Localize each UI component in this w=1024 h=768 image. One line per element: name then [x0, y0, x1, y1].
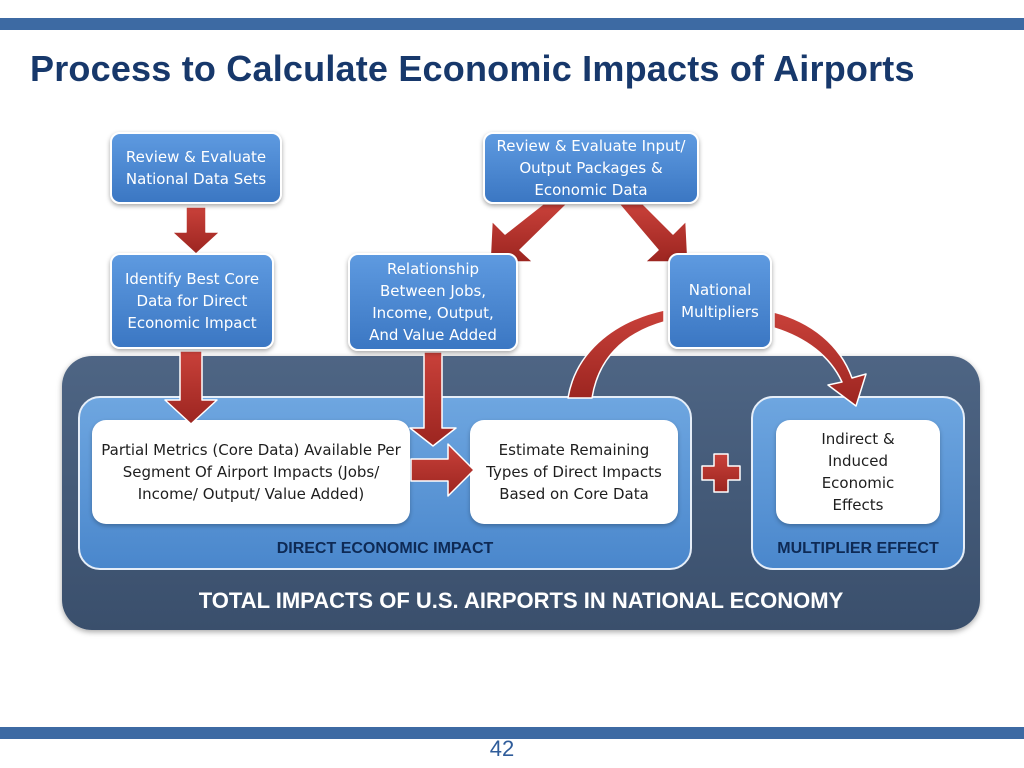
top-rule [0, 18, 1024, 30]
arrow-review-to-identify [172, 207, 220, 254]
review-io-text: Review & Evaluate Input/ Output Packages & Economic Data [496, 137, 686, 199]
multiplier-effect-label: MULTIPLIER EFFECT [777, 540, 939, 557]
identify-core-data-box [110, 253, 274, 349]
national-multipliers-box [668, 253, 772, 349]
identify-core-text: Identify Best Core Data for Direct Economic Impact [124, 270, 260, 332]
indirect-induced-box [776, 420, 940, 524]
relationship-box [348, 253, 518, 351]
slide-title: Process to Calculate Economic Impacts of Airports [30, 48, 915, 89]
indirect-induced-text: Indirect & Induced Economic Effects [821, 430, 895, 514]
review-national-text: Review & Evaluate National Data Sets [125, 148, 267, 188]
page-number: 42 [489, 736, 515, 761]
partial-metrics-box [92, 420, 410, 524]
estimate-remaining-text: Estimate Remaining Types of Direct Impacts Based on Core Data [486, 441, 662, 503]
estimate-remaining-box [470, 420, 678, 524]
direct-economic-impact-label: DIRECT ECONOMIC IMPACT [276, 540, 494, 557]
partial-metrics-text: Partial Metrics (Core Data) Available Per Segment Of Airport Impacts (Jobs/ Income/ Output/ Value Added) [101, 441, 401, 503]
review-national-data-box [110, 132, 282, 204]
total-impacts-label: TOTAL IMPACTS OF U.S. AIRPORTS IN NATIONAL ECONOMY [198, 588, 844, 613]
review-io-packages-box [483, 132, 699, 204]
national-multipliers-text: National Multipliers [681, 281, 759, 321]
relationship-text: Relationship Between Jobs, Income, Output, And Value Added [369, 260, 497, 344]
